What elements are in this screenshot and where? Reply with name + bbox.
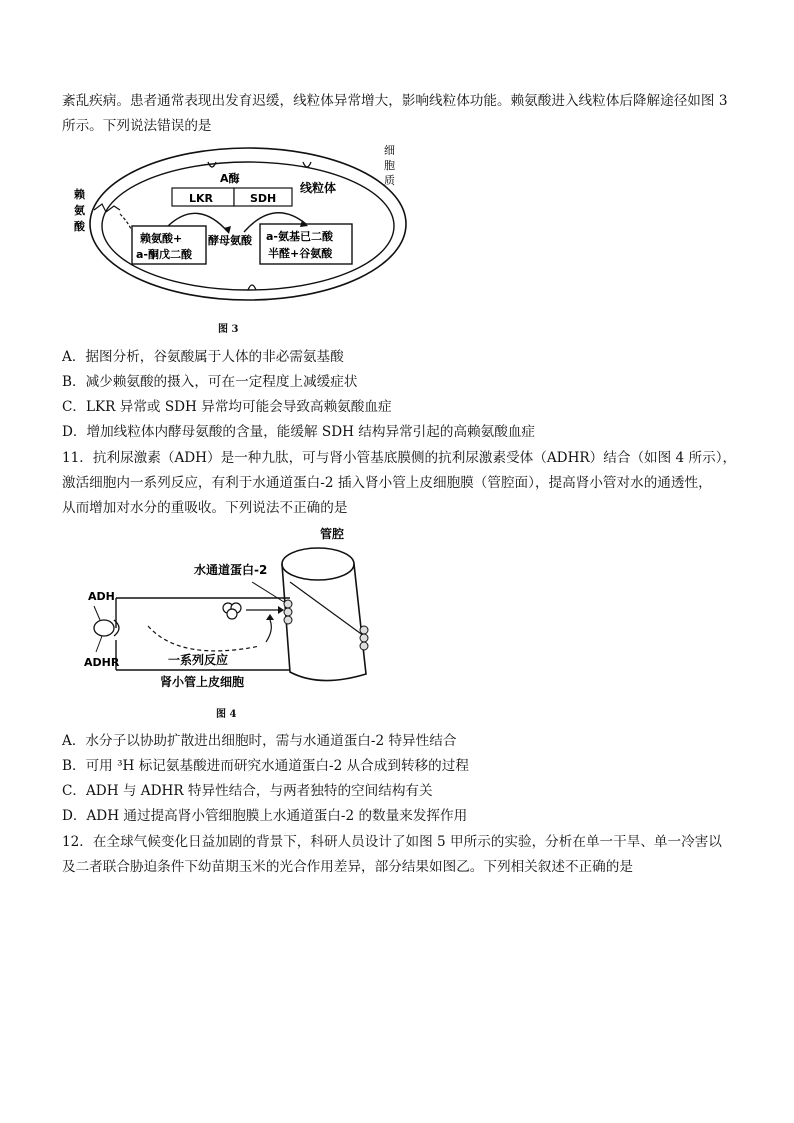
q12-stem-line-2: 及二者联合胁迫条件下幼苗期玉米的光合作用差异，部分结果如图乙。下列相关叙述不正确的是 [62,859,633,875]
lkr-label: LKR [189,192,214,205]
signal-arrow-up [266,620,271,642]
figure-4-kidney-cell-diagram [80,522,400,694]
adhr-pointer [96,636,102,652]
vesicle-aquaporin-icon [227,609,237,619]
lysine-outside-1: 赖 [74,188,85,201]
mitochondria-label: 线粒体 [300,181,337,195]
saccharopine-label: 酵母氨酸 [208,234,252,247]
q10-option-c: C．LKR 异常或 SDH 异常均可能会导致高赖氨酸血症 [62,399,392,415]
membrane-aquaporin-icon [284,616,292,624]
lumen-label: 管腔 [320,527,345,541]
lumen-tube [282,564,366,681]
q10-option-b: B．减少赖氨酸的摄入，可在一定程度上减缓症状 [62,374,358,390]
figure-4-caption: 图 4 [216,709,237,720]
product-line-2: 半醛+谷氨酸 [268,247,333,260]
adh-pointer [94,606,100,620]
q12-stem-line-1: 12．在全球气候变化日益加剧的背景下，科研人员设计了如图 5 甲所示的实验，分析在单一干旱、单一冷害以 [62,834,722,850]
lysine-outside-3: 酸 [74,220,85,233]
q10-option-a: A．据图分析，谷氨酸属于人体的非必需氨基酸 [62,349,344,365]
membrane-aquaporin-icon [284,608,292,616]
reactions-label: 一系列反应 [168,653,229,667]
membrane-aquaporin-icon [284,600,292,608]
q11-option-b: B．可用 ³H 标记氨基酸进而研究水通道蛋白-2 从合成到转移的过程 [62,758,469,774]
signal-arrow [148,626,260,651]
product-line-1: a-氨基已二酸 [266,230,333,243]
cell-label: 肾小管上皮细胞 [160,675,245,689]
sdh-label: SDH [250,192,277,205]
q11-option-a: A．水分子以协助扩散进出细胞时，需与水通道蛋白-2 特异性结合 [62,733,457,749]
membrane-aquaporin-icon [360,626,368,634]
q10-stem-line-1: 紊乱疾病。患者通常表现出发育迟缓，线粒体异常增大，影响线粒体功能。赖氨酸进入线粒体后降解途径如图 3 [62,93,728,109]
aquaporin-label: 水通道蛋白-2 [194,563,268,577]
cytoplasm-label-2: 胞 [384,159,395,172]
cytoplasm-label-1: 细 [384,144,395,157]
transporter-icon [94,204,120,212]
membrane-aquaporin-icon [360,634,368,642]
q11-stem-line-3: 从而增加对水分的重吸收。下列说法不正确的是 [62,500,348,516]
q10-stem-line-2: 所示。下列说法错误的是 [62,118,212,134]
q11-option-c: C．ADH 与 ADHR 特异性结合，与两者独特的空间结构有关 [62,783,433,799]
q10-option-d: D．增加线粒体内酵母氨酸的含量，能缓解 SDH 结构异常引起的高赖氨酸血症 [62,424,536,440]
figure-3-mitochondria-diagram [68,140,408,312]
q11-stem-line-1: 11．抗利尿激素（ADH）是一种九肽，可与肾小管基底膜侧的抗利尿激素受体（ADHR）结合（如图 4 所示）， [62,450,737,466]
outer-membrane [90,148,406,300]
adh-label: ADH [88,590,115,603]
lumen-inner-line [290,582,364,636]
aquaporin-pointer [252,582,284,602]
signal-arrowhead [266,614,274,620]
adhr-label: ADHR [84,656,120,669]
substrate-line-2: a-酮戊二酸 [136,248,192,261]
adh-molecule-icon [94,620,114,636]
substrate-line-1: 赖氨酸+ [140,232,183,245]
lkr-arrowhead [224,226,231,234]
lumen-top [282,548,354,580]
figure-3-caption: 图 3 [218,324,239,335]
membrane-aquaporin-icon [360,642,368,650]
q11-stem-line-2: 激活细胞内一系列反应，有利于水通道蛋白-2 插入肾小管上皮细胞膜（管腔面），提高肾小管对水的通透性， [62,475,712,491]
lysine-outside-2: 氨 [74,204,85,217]
enzyme-a-label: A酶 [220,172,240,185]
insertion-arrowhead [278,606,284,614]
cytoplasm-label-3: 质 [384,174,395,187]
q11-option-d: D．ADH 通过提高肾小管细胞膜上水通道蛋白-2 的数量来发挥作用 [62,808,468,824]
